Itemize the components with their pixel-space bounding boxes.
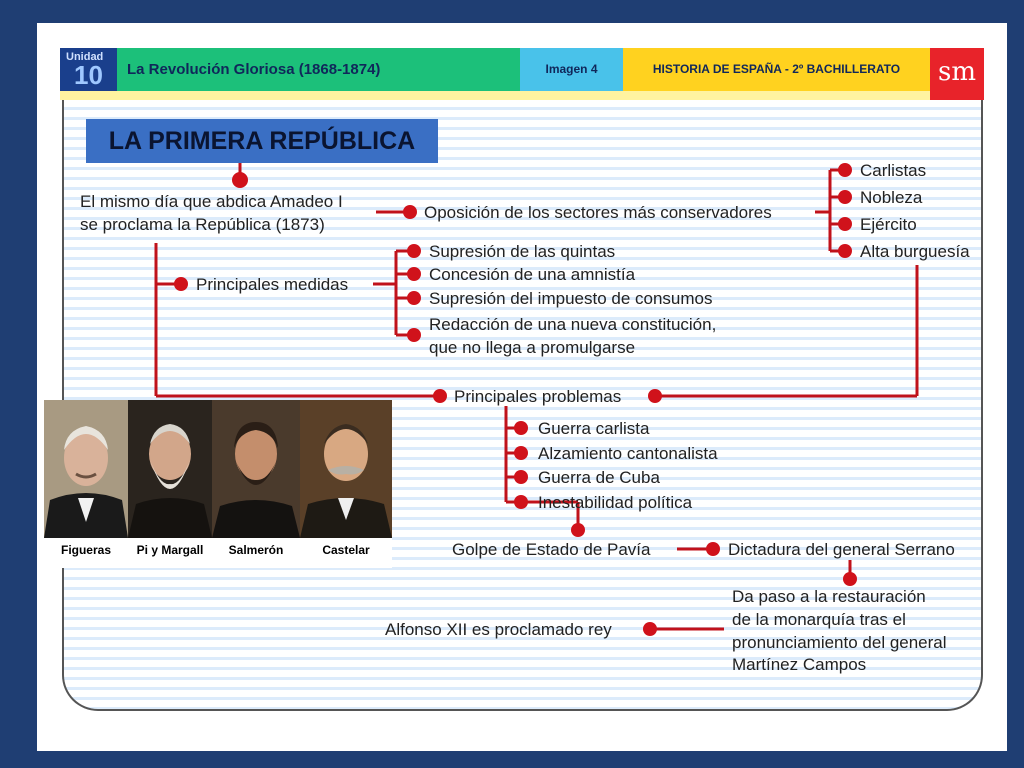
problems-node-left — [433, 389, 447, 403]
measure-item: Supresión del impuesto de consumos — [429, 289, 713, 308]
conservative-item: Nobleza — [860, 188, 923, 207]
root-line-1: El mismo día que abdica Amadeo I — [80, 192, 343, 211]
portrait-figueras — [44, 400, 128, 538]
problem-item: Guerra de Cuba — [538, 468, 660, 487]
problem-item: Alzamiento cantonalista — [538, 444, 718, 463]
measure-item-continuation: que no llega a promulgarse — [429, 338, 636, 357]
portrait-label: Castelar — [322, 543, 370, 557]
portrait-salmeron — [212, 400, 300, 538]
portrait-pi-y-margall — [128, 400, 212, 538]
opposition-node — [403, 205, 417, 219]
alfonso-text: Alfonso XII es proclamado rey — [385, 620, 612, 639]
dictatorship-node — [706, 542, 720, 556]
unit-label: Unidad — [66, 51, 104, 63]
portrait-castelar — [300, 400, 392, 538]
diagram-title — [86, 119, 438, 163]
coup-node — [571, 523, 585, 537]
measures-label: Principales medidas — [196, 275, 349, 294]
title-node — [232, 172, 248, 188]
opposition-text: Oposición de los sectores más conservadores — [424, 203, 772, 222]
alfonso-node — [643, 622, 657, 636]
conservative-item: Carlistas — [860, 161, 927, 180]
conservative-item: Ejército — [860, 215, 917, 234]
measure-item: Redacción de una nueva constitución, — [429, 315, 717, 334]
portrait-strip — [44, 400, 392, 568]
measure-item: Concesión de una amnistía — [429, 265, 636, 284]
unit-title: La Revolución Gloriosa (1868-1874) — [117, 48, 520, 91]
root-line-2: se proclama la República (1873) — [80, 215, 325, 234]
problem-item: Guerra carlista — [538, 419, 650, 438]
portrait-label: Figueras — [60, 543, 111, 557]
problem-item: Inestabilidad política — [538, 493, 693, 512]
restoration-line: de la monarquía tras el — [732, 610, 906, 629]
publisher-logo: sm — [930, 48, 984, 100]
diagram-title-text: LA PRIMERA REPÚBLICA — [108, 127, 416, 155]
restoration-line: Da paso a la restauración — [732, 587, 926, 606]
image-label: Imagen 4 — [520, 48, 623, 91]
portrait-label: Pi y Margall — [136, 543, 204, 557]
restoration-line: Martínez Campos — [732, 655, 867, 674]
restoration-node — [843, 572, 857, 586]
problems-label: Principales problemas — [454, 387, 622, 406]
restoration-line: pronunciamiento del general — [732, 633, 947, 652]
subject-label: HISTORIA DE ESPAÑA - 2º BACHILLERATO — [623, 48, 930, 91]
conservative-item: Alta burguesía — [860, 242, 970, 261]
portrait-label: Salmerón — [228, 543, 284, 557]
coup-text: Golpe de Estado de Pavía — [452, 540, 651, 559]
dictatorship-text: Dictadura del general Serrano — [728, 540, 955, 559]
unit-number: 10 — [74, 60, 103, 90]
problems-node-right — [648, 389, 662, 403]
measures-node — [174, 277, 188, 291]
measure-item: Supresión de las quintas — [429, 242, 616, 261]
